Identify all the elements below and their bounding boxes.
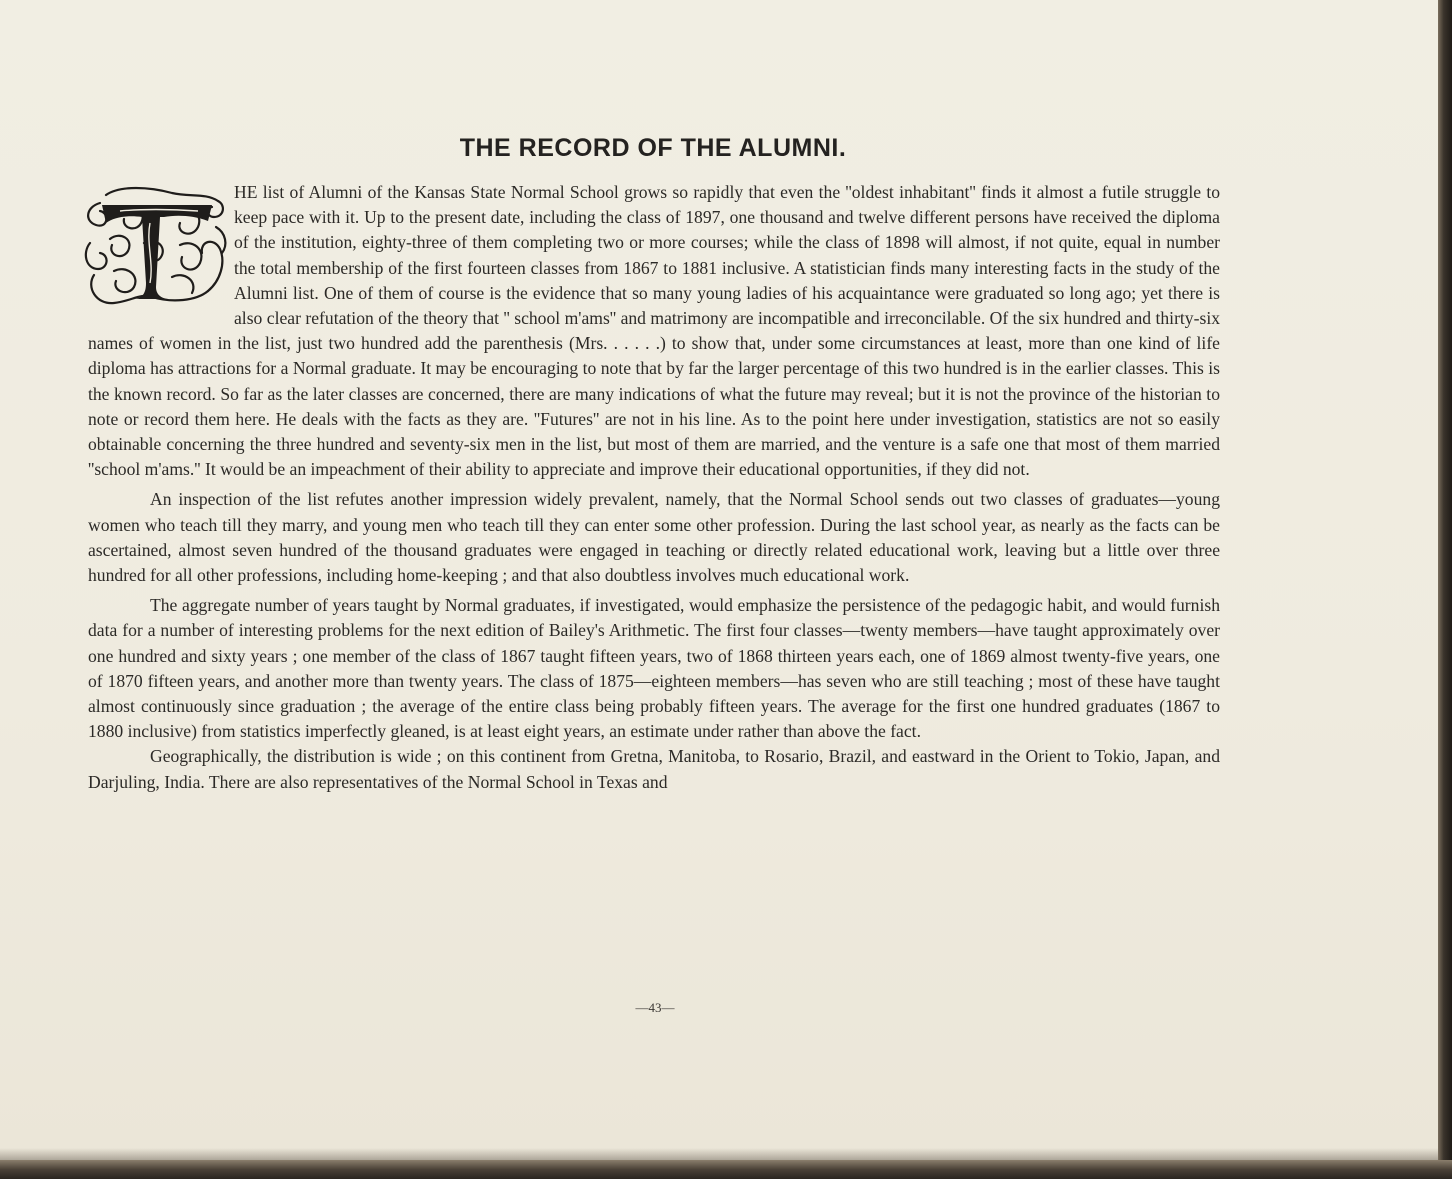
page-shadow: [0, 1148, 1438, 1160]
paragraph-intro: [88, 180, 1220, 482]
paragraph: An inspection of the list refutes another impression widely prevalent, namely, that the Normal School sends out two classes of graduates—young women who teach till they marry, and young men who teach till they can enter some other profession. During the last school year, as nearly as the facts can be ascertained, almost seven hundred of the thousand graduates were engaged in teaching or directly related educational work, leaving but a little over three hundred for all other professions, including home-keeping ; and that also doubtless involves much educational work.: [88, 489, 1220, 586]
paragraph-text: list of Alumni of the Kansas State Normal School grows so rapidly that even the ''oldest inhabitant'' finds it almost a futile struggle to keep pace with it. Up to the present date, including the class of 1897, one thousand and twelve different persons have received the diploma of the institution, eighty-three of them completing two or more courses; while the class of 1898 will almost, if not quite, equal in number the total membership of the first fourteen classes from 1867 to 1881 inclusive. A statistician finds many interesting facts in the study of the Alumni list. One of them of course is the evidence that so many young ladies of his acquaintance were graduated so long ago; yet there is also clear refutation of the theory that '' school m'ams'' and matrimony are incompatible and irreconcilable. Of the six hundred and thirty-six names of women in the list, just two hundred add the parenthesis (Mrs. . . . . .) to show that, under some circumstances at least, more than one kind of life diploma has attractions for a Normal graduate. It may be encouraging to note that by far the larger percentage of this two hundred is in the earlier classes. This is the known record. So far as the later classes are concerned, there are many indications of what the future may reveal; but it is not the province of the historian to note or record them here. He deals with the facts as they are. ''Futures'' are not in his line. As to the point here under investigation, statistics are not so easily obtainable concerning the three hundred and seventy-six men in the list, but most of them are married, and the venture is a safe one that most of them married ''school m'ams.'' It would be an impeachment of their ability to appreciate and improve their educational opportunities, if they did not.: [88, 182, 1220, 480]
page-title: THE RECORD OF THE ALUMNI.: [459, 134, 847, 162]
paragraph: Geographically, the distribution is wide ; on this continent from Gretna, Manitoba, to Rosario, Brazil, and eastward in the Orient to Tokio, Japan, and Darjuling, India. There are also representatives of the Normal School in Texas and: [88, 746, 1220, 792]
drop-cap-space: [88, 180, 234, 330]
body-text: [88, 180, 1220, 795]
page-number: —43—: [635, 1000, 675, 1015]
paragraph-lead-word: HE: [234, 182, 258, 202]
paragraph: The aggregate number of years taught by Normal graduates, if investigated, would emphasize the persistence of the pedagogic habit, and would furnish data for a number of interesting problems for the next edition of Bailey's Arithmetic. The first four classes—twenty members—have taught approximately over one hundred and sixty years ; one member of the class of 1867 taught fifteen years, two of 1868 thirteen years each, one of 1869 almost twenty-five years, one of 1870 fifteen years, and another more than twenty years. The class of 1875—eighteen members—has seven who are still teaching ; most of these have taught almost continuously since graduation ; the average of the entire class being probably fifteen years. The average for the first one hundred graduates (1867 to 1880 inclusive) from statistics imperfectly gleaned, is at least eight years, an estimate under rather than above the fact.: [88, 595, 1220, 742]
book-binding-edge: [1438, 0, 1452, 1179]
book-bottom-edge: [0, 1160, 1452, 1179]
